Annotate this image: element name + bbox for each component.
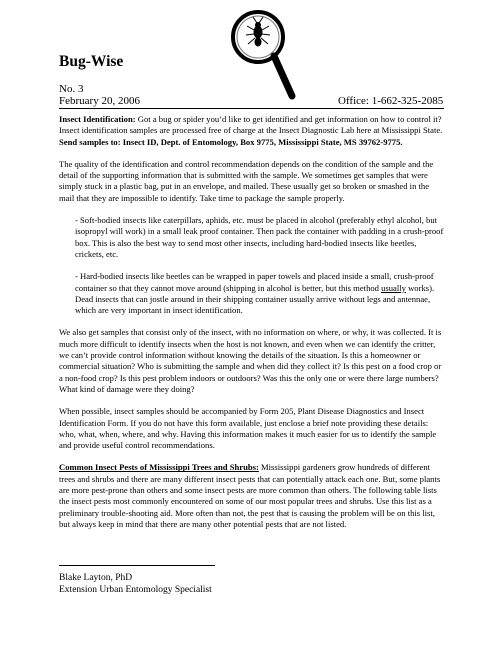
paragraph-hard-bodied: - Hard-bodied insects like beetles can be wrapped in paper towels and placed inside a small, crush-proof container so that they cannot move around (shipping in alcohol is better, but this method usually works). Dead insects that can jostle around in their shipping container usually arrive without legs and antennae, which are very important in insect identification. — [75, 271, 435, 316]
signature-block — [59, 572, 212, 596]
header-divider — [59, 108, 444, 109]
section-heading-insect-identification: Insect Identification: — [59, 114, 136, 124]
magnifying-glass-bug-icon — [222, 4, 300, 102]
issue-date: February 20, 2006 — [59, 95, 140, 107]
paragraph-soft-bodied: - Soft-bodied insects like caterpillars, aphids, etc. must be placed in alcohol (preferably ethyl alcohol, but isopropyl will work) in a small leak proof container. Then pack the container with padding in a crush-proof box. This is also the best way to send most other insects, including hard-bodied insects like beetles, crickets, etc. — [75, 215, 444, 259]
signature-line — [59, 565, 215, 566]
paragraph-insect-identification: Insect Identification: Got a bug or spider you’d like to get identified and get information on how to control it? Insect identification samples are processed free of charge at the Insect Diagnostic Lab here at Mississippi State. Send samples to: Insect ID, Dept. of Entomology, Box 9775, Mississippi State, MS 39762-9775. — [59, 114, 443, 147]
paragraph-form-205: When possible, insect samples should be accompanied by Form 205, Plant Disease Diagnostics and Insect Identification Form. If you do not have this form available, just enclose a brief note providing these details: who, what, when, where, and why. Having this information makes it much easier for us to identify the sample and provide useful control recommendations. — [59, 406, 437, 451]
paragraph-common-pests: Common Insect Pests of Mississippi Trees and Shrubs: Mississippi gardeners grow hundreds of different trees and shrubs and there are many different insect pests that can potentially attack each one. But, some plants are more pest-prone than others and some insect pests are more common than others. The following table lists the insect pests most commonly encountered on some of our most popular trees and shrubs. Use this list as a preliminary trouble-shooting aid. More often than not, the pest that is causing the problem will be on this list, but always keep in mind that there are many other potential pests that are not listed. — [59, 462, 441, 529]
author-title: Extension Urban Entomology Specialist — [59, 585, 212, 595]
newsletter-title: Bug-Wise — [59, 53, 124, 70]
article-body — [59, 114, 445, 541]
mailing-address: Send samples to: Insect ID, Dept. of Entomology, Box 9775, Mississippi State, MS 39762-9775. — [59, 136, 403, 147]
author-name: Blake Layton, PhD — [59, 573, 133, 583]
paragraph-sample-info: We also get samples that consist only of the insect, with no information on where, or why, it was collected. It is much more difficult to identify insects when the host is not known, and even when we can identify the critter, we can’t provide control information without knowing the details of the situation. Is this a homeowner or commercial situation? Who is submitting the sample and when did they collect it? Is this pest on a food crop or a non-food crop? Is this pest problem indoors or outdoors? Was this the only one or were there large numbers? What kind of damage were they doing? — [59, 327, 442, 394]
issue-number: No. 3 — [59, 83, 84, 95]
paragraph-sample-quality: The quality of the identification and control recommendation depends on the condition of the sample and the detail of the supporting information that is submitted with the sample. We sometimes get samples that were simply stuck in a plastic bag, put in an envelope, and mailed. These usually get so broken or smashed in the mail that they are impossible to identify. Take time to package the sample properly. — [59, 158, 434, 203]
section-heading-common-pests: Common Insect Pests of Mississippi Trees and Shrubs: — [59, 462, 259, 473]
office-phone: Office: 1-662-325-2085 — [338, 95, 444, 107]
